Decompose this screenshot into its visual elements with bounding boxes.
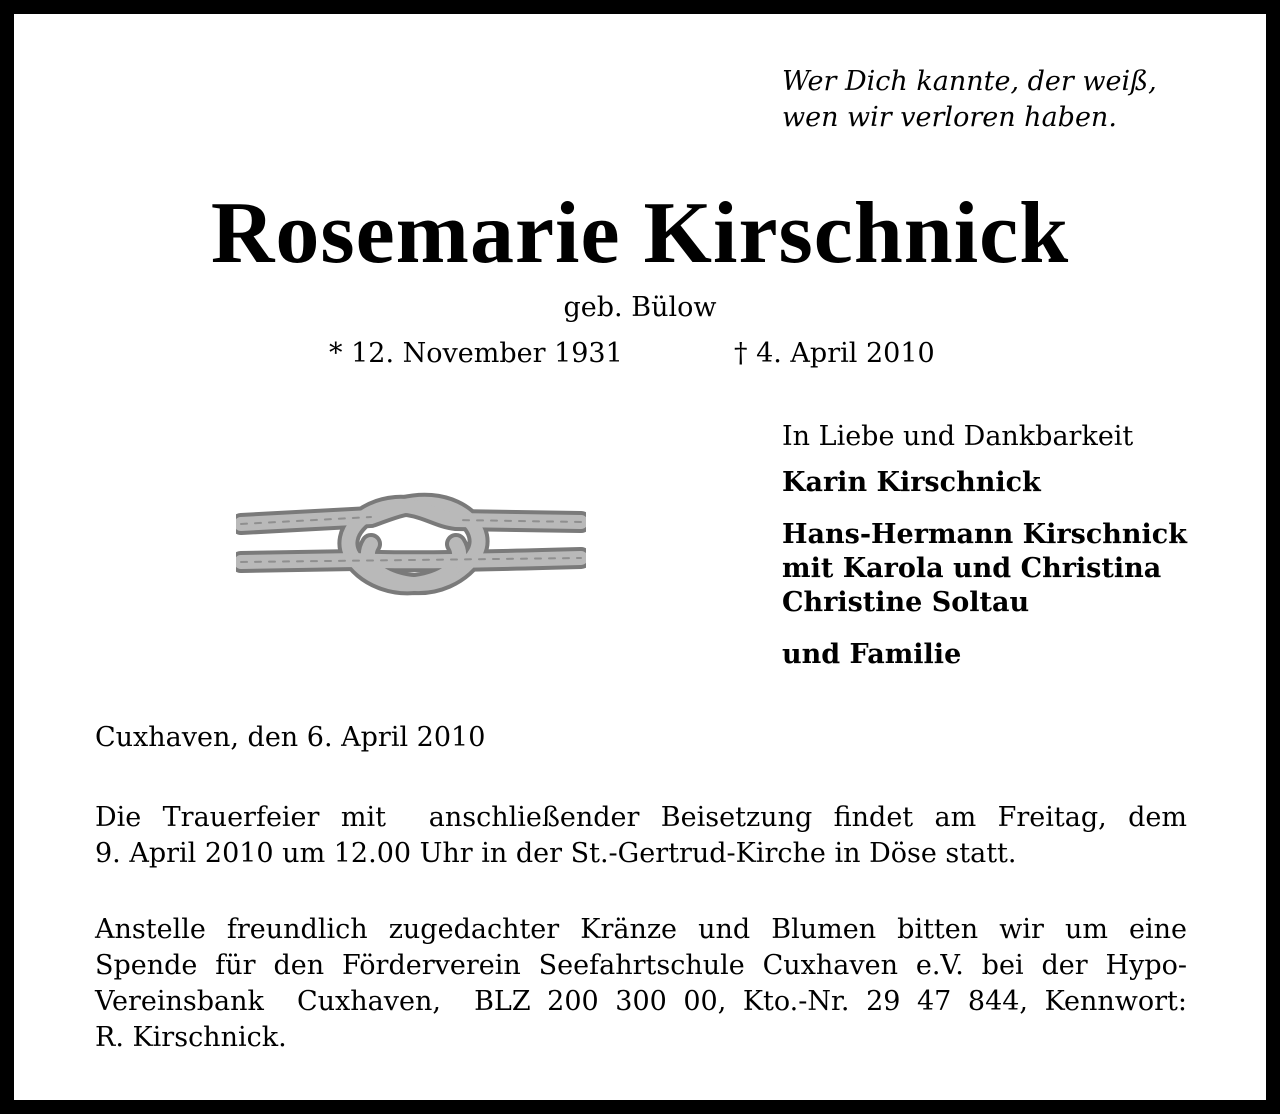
mourner-name: mit Karola und Christina xyxy=(782,553,1162,584)
motto-line: Wer Dich kannte, der weiß, xyxy=(782,66,1157,97)
birth-date: * 12. November 1931 xyxy=(329,338,623,369)
rope-knot-image xyxy=(236,482,586,602)
funeral-line: Die Trauerfeier mit anschließender Beisetzung findet am Freitag, dem xyxy=(95,802,1187,833)
motto-line: wen wir verloren haben. xyxy=(782,102,1117,133)
funeral-paragraph xyxy=(95,800,1187,872)
birth-name: geb. Bülow xyxy=(563,292,717,323)
donation-line: Vereinsbank Cuxhaven, BLZ 200 300 00, Kto.-Nr. 29 47 844, Kennwort: xyxy=(95,986,1187,1017)
funeral-line: 9. April 2010 um 12.00 Uhr in der St.-Gertrud-Kirche in Döse statt. xyxy=(95,838,1017,869)
place-date: Cuxhaven, den 6. April 2010 xyxy=(95,722,486,753)
death-date: † 4. April 2010 xyxy=(734,338,935,369)
donation-line: Anstelle freundlich zugedachter Kränze und Blumen bitten wir um eine xyxy=(95,914,1187,945)
donation-line: R. Kirschnick. xyxy=(95,1022,287,1053)
deceased-name: Rosemarie Kirschnick xyxy=(210,185,1070,282)
mourner-name: Karin Kirschnick xyxy=(782,467,1041,498)
mourners-intro: In Liebe und Dankbarkeit xyxy=(782,421,1134,452)
motto-quote xyxy=(782,64,1252,136)
mourners-block xyxy=(782,418,1252,672)
obituary-card xyxy=(14,14,1266,1100)
mourner-name: Hans-Hermann Kirschnick xyxy=(782,519,1187,550)
mourner-name: Christine Soltau xyxy=(782,587,1030,618)
mourner-name: und Familie xyxy=(782,639,962,670)
donation-paragraph xyxy=(95,912,1187,1056)
donation-line: Spende für den Förderverein Seefahrtschule Cuxhaven e.V. bei der Hypo- xyxy=(95,950,1187,981)
